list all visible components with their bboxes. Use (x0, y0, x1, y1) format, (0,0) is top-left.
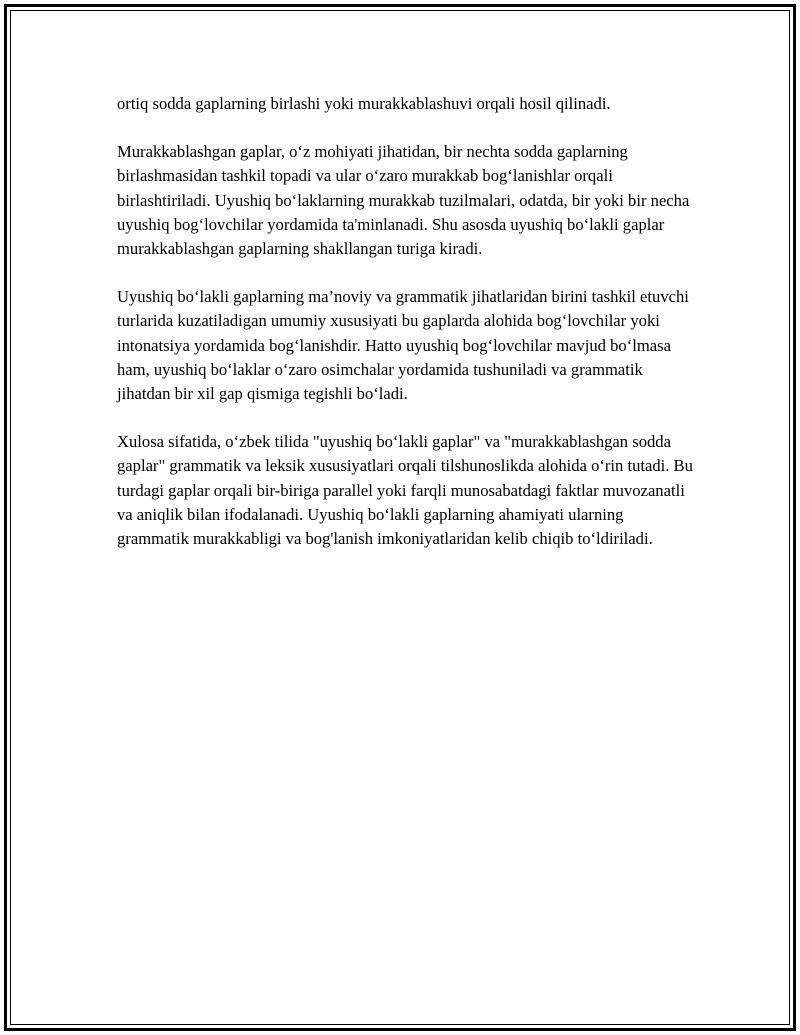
paragraph-4: Xulosa sifatida, o‘zbek tilida "uyushiq bo‘lakli gaplar" va "murakkablashgan sodda gaplar" grammatik va leksik xususiyatlari orqali tilshunoslikda alohida o‘rin tutadi. Bu turdagi gaplar orqali bir-biriga parallel yoki farqli munosabatdagi faktlar muvozanatli va aniqlik bilan ifodalanadi. Uyushiq bo‘lakli gaplarning ahamiyati ularning grammatik murakkabligi va bog'lanish imkoniyatlaridan kelib chiqib to‘ldiriladi. (117, 432, 693, 549)
paragraph-3: Uyushiq bo‘lakli gaplarning ma’noviy va grammatik jihatlaridan birini tashkil etuvchi turlarida kuzatiladigan umumiy xususiyati bu gaplarda alohida bog‘lovchilar yoki intonatsiya yordamida bog‘lanishdir. Hatto uyushiq bog‘lovchilar mavjud bo‘lmasa ham, uyushiq bo‘laklar o‘zaro osimchalar yordamida tushuniladi va grammatik jihatdan bir xil gap qismiga tegishli bo‘ladi. (117, 287, 689, 404)
paragraph-1: ortiq sodda gaplarning birlashi yoki murakkablashuvi orqali hosil qilinadi. (117, 94, 611, 113)
paragraph-2: Murakkablashgan gaplar, o‘z mohiyati jihatidan, bir nechta sodda gaplarning birlashmasidan tashkil topadi va ular o‘zaro murakkab bog‘lanishlar orqali birlashtiriladi. Uyushiq bo‘laklarning murakkab tuzilmalari, odatda, bir yoki bir necha uyushiq bog‘lovchilar yordamida ta'minlanadi. Shu asosda uyushiq bo‘lakli gaplar murakkablashgan gaplarning shakllangan turiga kiradi. (117, 142, 690, 259)
document-body (117, 92, 697, 575)
